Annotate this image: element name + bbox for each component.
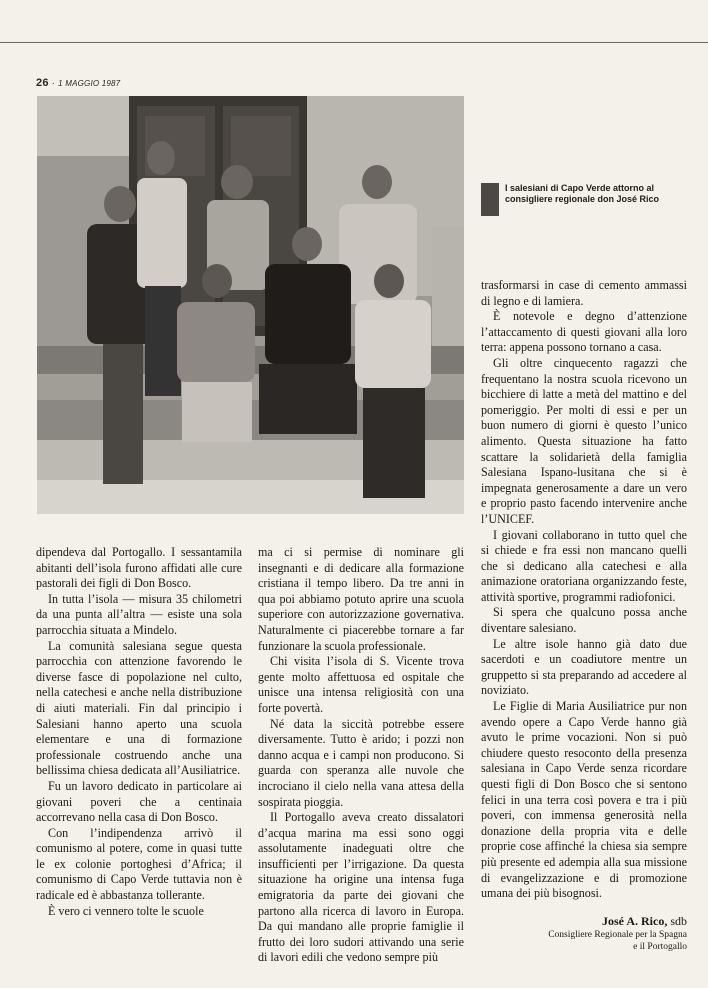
paragraph: Si spera che qualcuno possa anche diventare salesiano. <box>481 605 687 636</box>
paragraph: ma ci si permise di nominare gli insegnanti e di dedicare alla formazione cristiana il tempo libero. Da tre anni in qua poi abbiamo potuto aprire una scuola superiore con autorizzazione governativa. Naturalmente ci piacerebbe tornare a far funzionare la scuola professionale. <box>258 545 464 653</box>
author-title-1: Consigliere Regionale per la Spagna <box>548 930 687 940</box>
paragraph: Con l’indipendenza arrivò il comunismo al potere, come in quasi tutte le ex colonie portoghesi d’Africa; il comunismo di Capo Verde tuttavia non è radicale ed è abbastanza tollerante. <box>36 825 242 903</box>
paragraph: Fu un lavoro dedicato in particolare ai giovani poveri che a centinaia accorrevano nella casa di Don Bosco. <box>36 778 242 825</box>
top-rule <box>0 42 708 43</box>
paragraph: Né data la siccità potrebbe essere diversamente. Tutto è arido; i pozzi non danno acqua e i campi non producono. Si guarda con speranza alle nuvole che incrociano il cielo nella vana attesa della sospirata pioggia. <box>258 716 464 809</box>
text-column-3 <box>481 278 687 902</box>
paragraph: In tutta l’isola — misura 35 chilometri da una punta all’altra — esiste una sola parrocchia situata a Mindelo. <box>36 591 242 637</box>
paragraph: I giovani collaborano in tutto quel che si chiede e fra essi non mancano quelli che si dedicano alla catechesi e alla animazione oratoriana organizzando feste, attività sportive, programmi radiofonici. <box>481 527 687 604</box>
author-signature <box>481 914 687 953</box>
paragraph: Le Figlie di Maria Ausiliatrice pur non avendo opere a Capo Verde hanno già avuto le prime vocazioni. Non si può chiudere questo resoconto della presenza salesiana in Capo Verde senza ricordare questi figli di Don Bosco che si sentono felici in una terra così povera e tra i più poveri, con immensa generosità nella donazione della propria vita e delle proprie cose affinché la chiesa sia sempre più presente ed adempia alla sua missione di evangelizzazione e di promozione umana dei più bisognosi. <box>481 699 687 901</box>
group-photo <box>37 96 464 514</box>
issue-date: 1 MAGGIO 1987 <box>58 79 121 88</box>
author-name: José A. Rico, <box>602 914 668 928</box>
paragraph: È vero ci vennero tolte le scuole <box>48 903 204 918</box>
page-header <box>36 77 120 89</box>
paragraph: Il Portogallo aveva creato dissalatori d’acqua marina ma essi sono oggi assolutamente inadeguati oltre che insufficienti per l’irrigazione. Da questa situazione ha origine una intensa fuga emigratoria da parte dei giovani che partono alla ricerca di lavoro in Europa. Da qui mandano alle proprie famiglie il frutto dei loro sudori attivando una serie di lavori edili che vedono sempre più <box>258 810 464 965</box>
author-order: sdb <box>670 914 687 928</box>
paragraph: Chi visita l’isola di S. Vicente trova gente molto affettuosa ed ospitale che unisce una intensa religiosità con una forte povertà. <box>258 654 464 715</box>
page-number: 26 <box>36 77 49 89</box>
paragraph: Le altre isole hanno già dato due sacerdoti e un coadiutore mentre un gruppetto si sta preparando ad accedere al noviziato. <box>481 636 687 698</box>
header-separator: · <box>51 78 56 89</box>
paragraph: Gli oltre cinquecento ragazzi che frequentano la nostra scuola ricevono un bicchiere di latte a metà del mattino e del pomeriggio. Per molti di essi e per un buon numero di giorni è questo l’unico alimento. Questa situazione ha fatto scattare la solidarietà della famiglia Salesiana Ispano-lusitana che si è impegnata generosamente a dare un vero e proprio pasto facendo intervenire anche l’UNICEF. <box>481 355 687 526</box>
text-column-1 <box>36 545 242 919</box>
caption-marker <box>481 183 499 216</box>
author-title-2: e il Portogallo <box>633 942 687 952</box>
author-name-line <box>481 914 687 929</box>
photo-caption <box>481 183 661 216</box>
paragraph: trasformarsi in case di cemento ammassi di legno e di lamiera. <box>481 278 687 308</box>
caption-text: I salesiani di Capo Verde attorno al consigliere regionale don José Rico <box>505 183 660 204</box>
paragraph: È notevole e degno d’attenzione l’attaccamento di questi giovani alla loro terra: appena possono tornano a casa. <box>481 309 687 355</box>
paragraph: La comunità salesiana segue questa parrocchia con attenzione favorendo le diverse fasce di popolazione nel culto, nella catechesi e anche nella distribuzione di aiuti materiali. Fin dal principio i Salesiani hanno aperto una scuola elementare e una di formazione professionale costruendo anche una bellissima chiesa dedicata all’Ausiliatrice. <box>36 638 242 778</box>
group-photo-image <box>37 96 464 514</box>
text-column-2 <box>258 545 464 966</box>
paragraph: dipendeva dal Portogallo. I sessantamila abitanti dell’isola furono affidati alle cure pastorali dei figli di Don Bosco. <box>36 545 242 591</box>
